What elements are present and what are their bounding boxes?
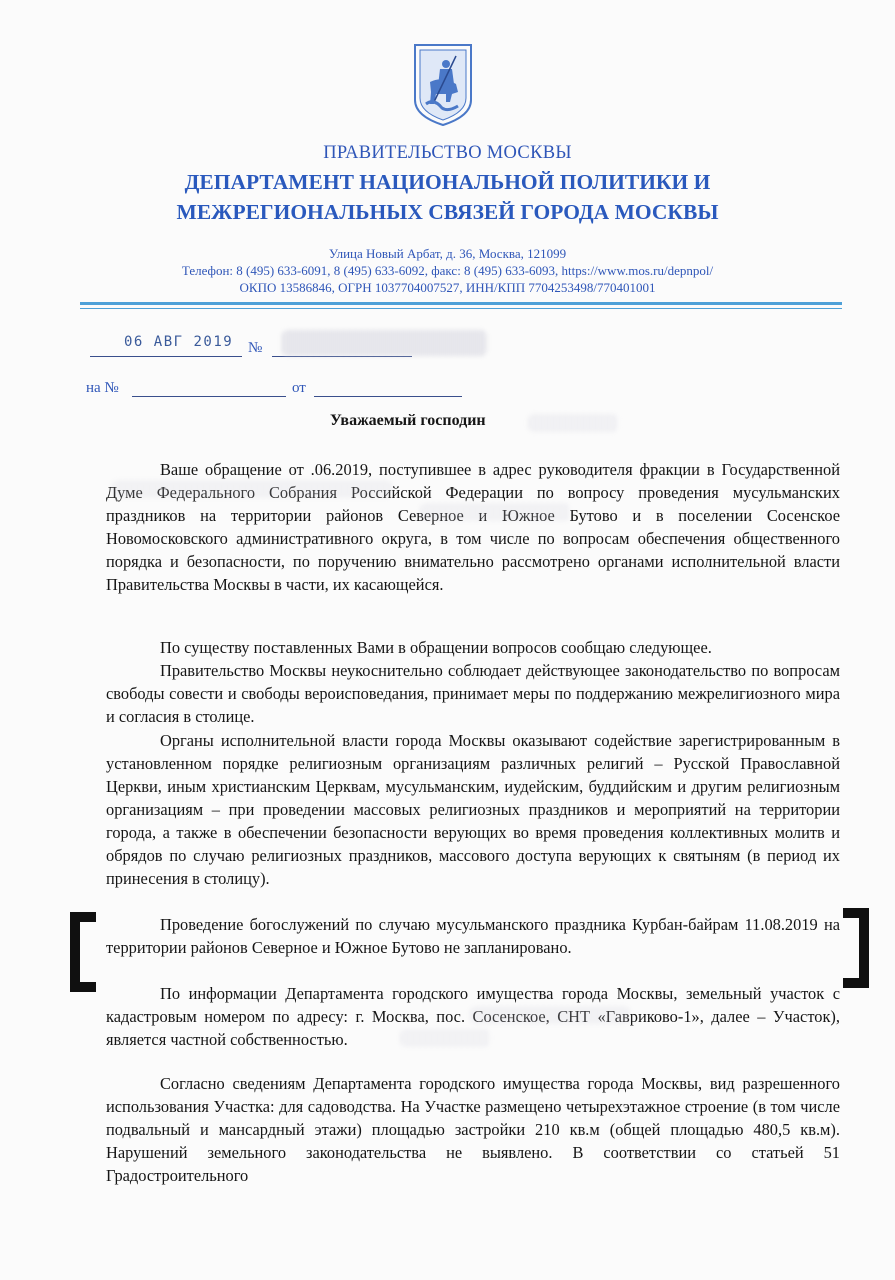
department-phones: Телефон: 8 (495) 633-6091, 8 (495) 633-6092, факс: 8 (495) 633-6093, https://www.mos.ru/depnpol/ (181, 263, 714, 278)
moscow-coat-of-arms-icon (412, 42, 474, 128)
highlight-bracket-right (843, 908, 869, 988)
department-address: Улица Новый Арбат, д. 36, Москва, 121099 (328, 246, 567, 261)
paragraph-land-plot: По информации Департамента городского имущества города Москвы, земельный участок с кадастровым номером по адресу: г. Москва, пос. Сосенское, СНТ «Гавриково-1», далее – Участок), является частной собственностью. (106, 984, 840, 1049)
redacted-order (420, 503, 570, 521)
reply-number-label: на № (86, 380, 119, 396)
paragraph-request: Ваше обращение от .06.2019, поступившее в адрес руководителя фракции в Государственной Думе Федерального Собрания Российской Федерации по вопросу проведения мусульманских праздников на территории районов Северное и Южное Бутово и в поселении Сосенское Новомосковского административного округа, в том числе по вопросам обеспечения общественного порядка и безопасности, по поручению внимательно рассмотрено органами исполнительной власти Правительства Москвы в части, их касающейся. (106, 460, 840, 594)
paragraph-religious-organizations: Органы исполнительной власти города Москвы оказывают содействие зарегистрированным в установленном порядке религиозным организациям различных религий – Русской Православной Церкви, иным христианским Церквам, мусульманским, иудейским, буддийским и другим религиозным организациям – при проведении массовых религиозных праздников и мероприятий на территории города, а также в обеспечении безопасности верующих во время проведения коллективных молитв и обрядов по случаю религиозных праздников, массового доступа верующих к святыням (в период их принесения в столицу). (106, 731, 840, 888)
government-title: ПРАВИТЕЛЬСТВО МОСКВЫ (323, 143, 572, 163)
redacted-cadastral-number (470, 1006, 630, 1024)
department-name-line1: ДЕПАРТАМЕНТ НАЦИОНАЛЬНОЙ ПОЛИТИКИ И (184, 170, 711, 194)
salutation: Уважаемый господин (330, 412, 486, 429)
paragraph-land-use: Согласно сведениям Департамента городского имущества города Москвы, вид разрешенного использования Участка: для садоводства. На Участке размещено четырехэтажное строение (в том числе подвальный и мансардный этажи) площадью застройки 210 кв.м (общей площадью 480,5 кв.м). Нарушений земельного законодательства не выявлено. В соответствии со статьей 51 Градостроительного (106, 1074, 840, 1185)
letterhead-divider (80, 302, 842, 305)
department-registry: ОКПО 13586846, ОГРН 1037704007527, ИНН/КПП 7704253498/770401001 (239, 280, 656, 295)
reply-date-underline (314, 396, 462, 397)
redacted-name (528, 414, 618, 432)
date-underline (90, 356, 242, 357)
paragraph-legislation: Правительство Москвы неукоснительно соблюдает действующее законодательство по вопросам свободы совести и свободы вероисповедания, принимает меры по поддержанию межрелигиозного мира и согласия в столице. (106, 661, 840, 726)
paragraph-kurban-bayram: Проведение богослужений по случаю мусульманского праздника Курбан-байрам 11.08.2019 на территории районов Северное и Южное Бутово не запланировано. (106, 915, 840, 957)
number-underline (272, 356, 412, 357)
reply-date-label: от (292, 380, 306, 396)
paragraph-intro: По существу поставленных Вами в обращении вопросов сообщаю следующее. (160, 638, 712, 657)
redacted-number (282, 330, 487, 356)
redacted-address (400, 1029, 490, 1047)
number-label: № (248, 340, 263, 356)
department-name-line2: МЕЖРЕГИОНАЛЬНЫХ СВЯЗЕЙ ГОРОДА МОСКВЫ (176, 200, 719, 224)
date-stamp: 06 АВГ 2019 (124, 334, 234, 350)
letterhead-divider-thin (80, 308, 842, 309)
reply-number-underline (132, 396, 286, 397)
highlight-bracket-left (70, 912, 96, 992)
redacted-faction (112, 480, 392, 498)
